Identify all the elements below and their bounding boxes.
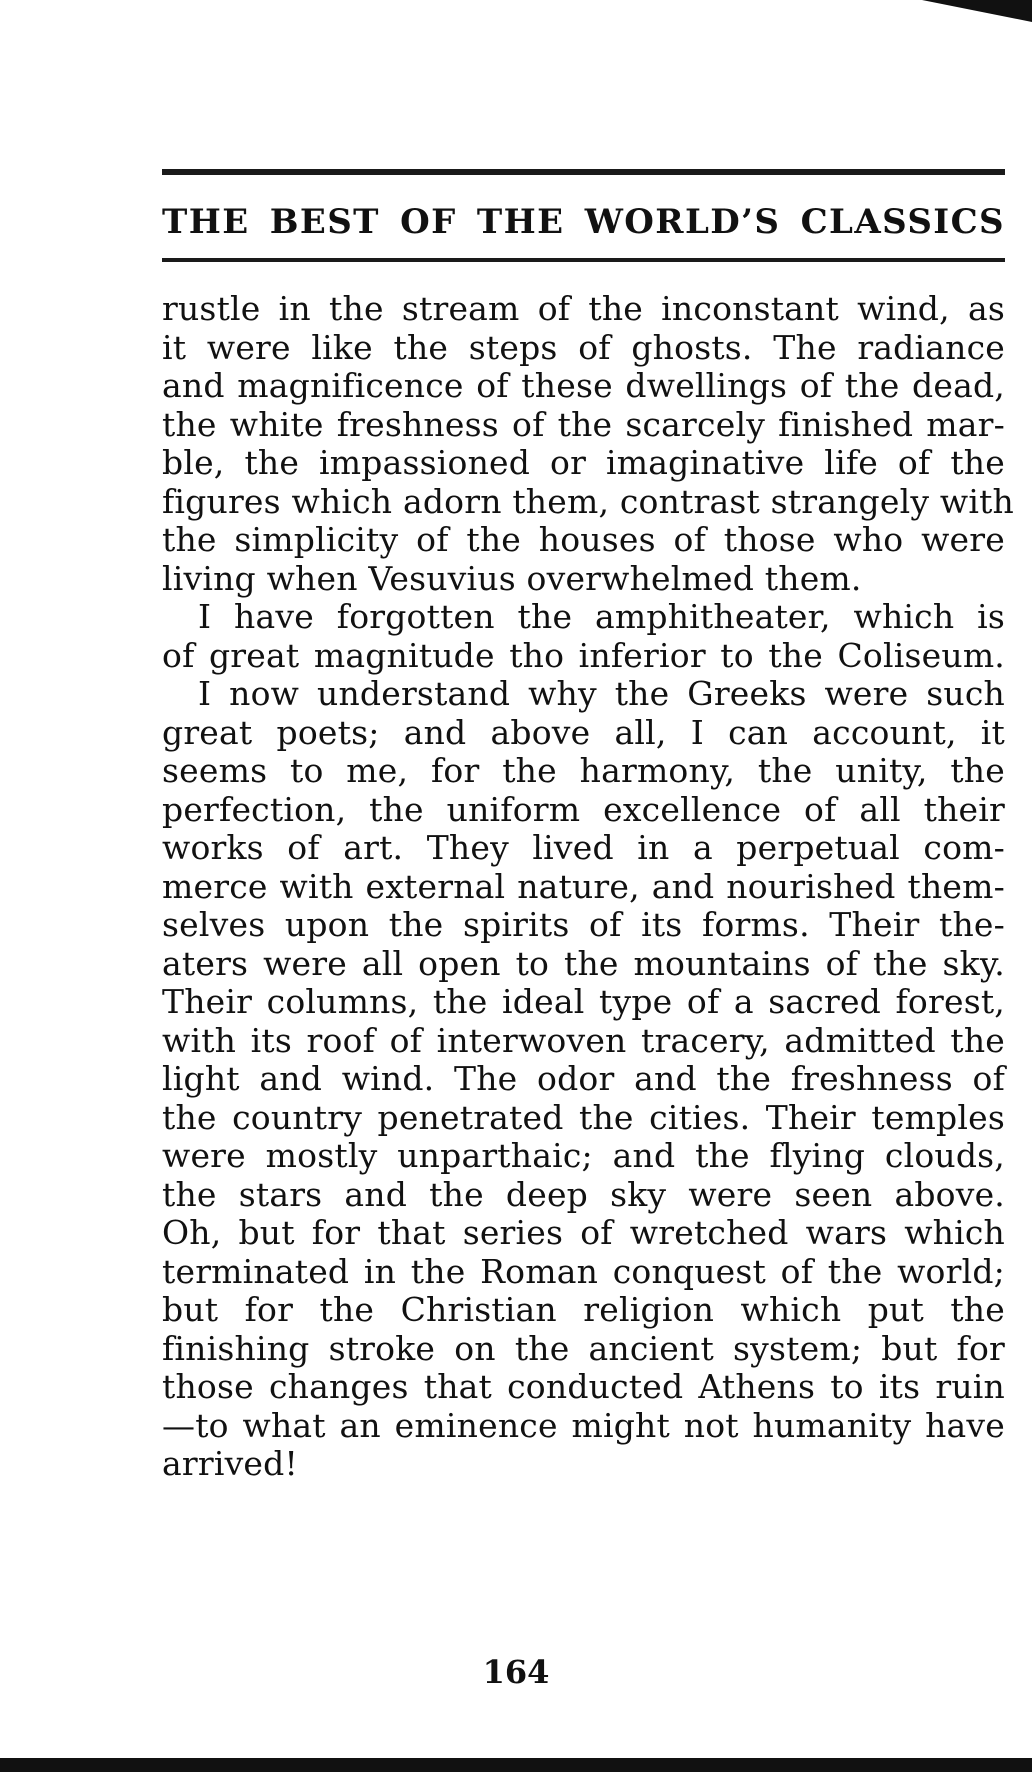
- header-rule-bottom: [162, 258, 1005, 262]
- bottom-edge-bar: [0, 1758, 1032, 1772]
- text-line: the simplicity of the houses of those who were: [162, 520, 1005, 559]
- text-line: of great magnitude tho inferior to the Coliseum.: [162, 635, 1005, 675]
- corner-scan-mark: [922, 0, 1032, 22]
- text-line: selves upon the spirits of its forms. Their the-: [162, 905, 1005, 944]
- running-head-title: THE BEST OF THE WORLD’S CLASSICS: [162, 202, 1005, 242]
- text-line: perfection, the uniform excellence of all their: [162, 789, 1005, 829]
- text-line: works of art. They lived in a perpetual com-: [162, 828, 1005, 867]
- text-line: with its roof of interwoven tracery, admitted the: [162, 1020, 1005, 1060]
- text-line: aters were all open to the mountains of the sky.: [162, 943, 1005, 983]
- text-line: seems to me, for the harmony, the unity, the: [162, 751, 1005, 790]
- page-number: 164: [482, 1653, 550, 1691]
- text-line: light and wind. The odor and the freshness of: [162, 1059, 1005, 1098]
- text-line: rustle in the stream of the inconstant wind, as: [162, 289, 1005, 328]
- text-line: Oh, but for that series of wretched wars which: [162, 1213, 1005, 1252]
- header-rule-top: [162, 169, 1005, 175]
- text-line: figures which adorn them, contrast strangely with: [162, 481, 1015, 521]
- text-line: I now understand why the Greeks were such: [198, 674, 1005, 713]
- text-line: merce with external nature, and nourished them-: [162, 866, 1005, 906]
- text-line: the country penetrated the cities. Their temples: [162, 1097, 1005, 1137]
- text-line: those changes that conducted Athens to its ruin: [162, 1367, 1005, 1406]
- text-line: and magnificence of these dwellings of the dead,: [162, 366, 1005, 405]
- text-line: but for the Christian religion which put the: [162, 1290, 1005, 1329]
- text-line: Their columns, the ideal type of a sacred forest,: [162, 982, 1005, 1021]
- text-line: finishing stroke on the ancient system; but for: [162, 1328, 1005, 1368]
- text-line: it were like the steps of ghosts. The radiance: [162, 327, 1005, 367]
- text-line: arrived!: [162, 1444, 298, 1483]
- text-line: I have forgotten the amphitheater, which is: [198, 597, 1005, 636]
- text-line: —to what an eminence might not humanity have: [162, 1405, 1005, 1445]
- text-line: living when Vesuvius overwhelmed them.: [162, 558, 862, 598]
- text-line: terminated in the Roman conquest of the world;: [162, 1251, 1005, 1291]
- text-line: the stars and the deep sky were seen above.: [162, 1174, 1005, 1214]
- text-line: ble, the impassioned or imaginative life of the: [162, 443, 1005, 482]
- text-line: were mostly unparthaic; and the flying clouds,: [162, 1136, 1005, 1175]
- body-text: [162, 289, 1015, 1484]
- text-line: the white freshness of the scarcely finished mar-: [162, 404, 1005, 444]
- text-line: great poets; and above all, I can account, it: [162, 712, 1005, 752]
